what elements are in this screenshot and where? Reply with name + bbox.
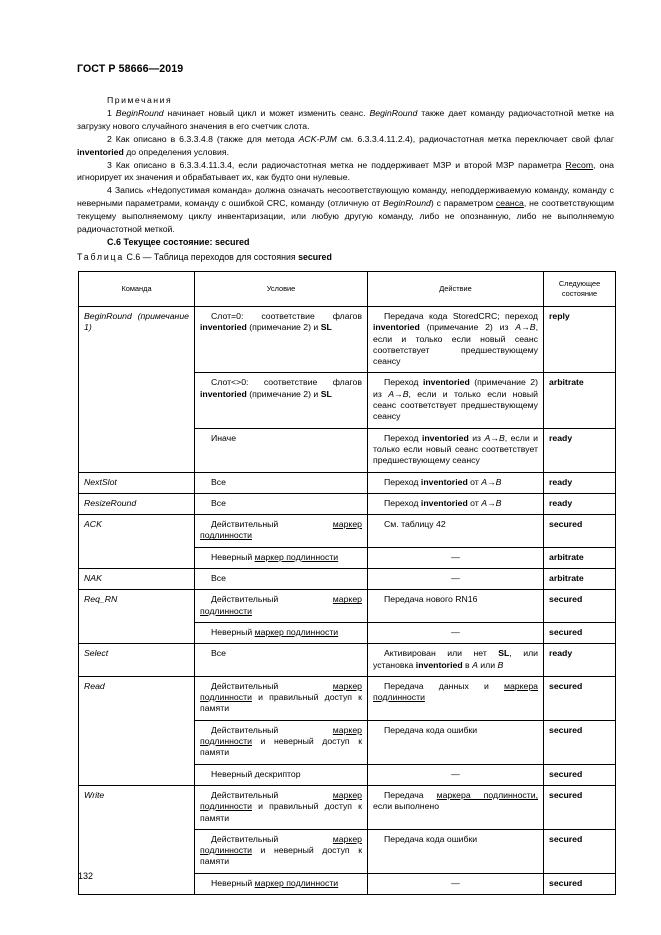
condition-cell: Все (195, 569, 368, 590)
page-number: 132 (78, 871, 94, 881)
action-cell: Активирован или нет SL, или установка inventoried в A или B (368, 644, 544, 677)
next-state-cell: arbitrate (544, 373, 616, 428)
action-cell: Передача кода ошибки (368, 829, 544, 873)
table-row (79, 307, 616, 373)
action-cell: Передача маркера подлинности, если выполнено (368, 785, 544, 829)
condition-cell: Слот=0: соответствие флагов inventoried (примечание 2) и SL (195, 307, 368, 373)
table-row (79, 785, 616, 829)
next-state-cell: secured (544, 873, 616, 894)
cmd-req-rn: Req_RN (79, 590, 195, 644)
next-state-cell: arbitrate (544, 547, 616, 568)
action-cell: Переход inventoried от A→B (368, 493, 544, 514)
condition-cell: Иначе (195, 428, 368, 472)
condition-cell: Действительный маркер подлинности (195, 590, 368, 623)
next-state-cell: secured (544, 676, 616, 720)
action-cell: — (368, 547, 544, 568)
table-caption: Таблица С.6 — Таблица переходов для состояния secured (77, 252, 332, 262)
cmd-read: Read (79, 676, 195, 785)
next-state-cell: secured (544, 622, 616, 643)
cmd-select: Select (79, 644, 195, 677)
table-row (79, 590, 616, 623)
action-cell: — (368, 569, 544, 590)
next-state-cell: secured (544, 590, 616, 623)
next-state-cell: secured (544, 785, 616, 829)
note-4: 4 Запись «Недопустимая команда» должна означать несоответствующую команду, неподдерживаемую команду, команду с неверными параметрами, команду с ошибкой CRC, команду (отличную от BeginRound) с параметром сеанса, не соответствующим текущему выполняемому циклу инвентаризации, или любую другую команду, либо не опознанную, либо не выполняемую радиочастотной меткой. (77, 185, 614, 235)
notes-block (77, 94, 614, 236)
next-state-cell: secured (544, 829, 616, 873)
condition-cell: Слот<>0: соответствие флагов inventoried (примечание 2) и SL (195, 373, 368, 428)
table-row (79, 472, 616, 493)
condition-cell: Все (195, 493, 368, 514)
next-state-cell: ready (544, 472, 616, 493)
document-header: ГОСТ Р 58666—2019 (77, 63, 184, 75)
table-row (79, 515, 616, 548)
table-row (79, 676, 616, 720)
transition-table (78, 271, 616, 895)
notes-title: Примечания (107, 95, 173, 105)
action-cell: Переход inventoried от A→B (368, 472, 544, 493)
cmd-beginround: BeginRound (примечание 1) (79, 307, 195, 473)
col-next-state: Следующее состояние (544, 272, 616, 307)
action-cell: Передача кода ошибки (368, 720, 544, 764)
condition-cell: Действительный маркер подлинности и правильный доступ к памяти (195, 785, 368, 829)
condition-cell: Неверный дескриптор (195, 764, 368, 785)
table-header-row (79, 272, 616, 307)
table-row (79, 493, 616, 514)
action-cell: — (368, 622, 544, 643)
action-cell: Передача кода StoredCRC; переход inventoried (примечание 2) из A→B, если и только если новый сеанс соответствует предшествующему сеансу (368, 307, 544, 373)
col-command: Команда (79, 272, 195, 307)
note-2: 2 Как описано в 6.3.3.4.8 (также для метода ACK-PJM см. 6.3.3.4.11.2.4), радиочастотная метка переключает свой флаг inventoried до определения условия. (77, 133, 614, 157)
next-state-cell: secured (544, 764, 616, 785)
condition-cell: Действительный маркер подлинности и правильный доступ к памяти (195, 676, 368, 720)
cmd-resizeround: ResizeRound (79, 493, 195, 514)
action-cell: — (368, 764, 544, 785)
table-row (79, 569, 616, 590)
condition-cell: Действительный маркер подлинности и неверный доступ к памяти (195, 720, 368, 764)
next-state-cell: arbitrate (544, 569, 616, 590)
action-cell: Переход inventoried (примечание 2) из A→B, если и только если новый сеанс соответствует предшествующему сеансу (368, 373, 544, 428)
action-cell: — (368, 873, 544, 894)
cmd-ack: ACK (79, 515, 195, 569)
note-1: 1 BeginRound начинает новый цикл и может изменить сеанс. BeginRound также дает команду радиочастотной метке на загрузку нового случайного значения в его счетчик слота. (77, 107, 615, 131)
next-state-cell: secured (544, 720, 616, 764)
next-state-cell: reply (544, 307, 616, 373)
col-condition: Условие (195, 272, 368, 307)
next-state-cell: ready (544, 644, 616, 677)
table-row (79, 644, 616, 677)
cmd-nak: NAK (79, 569, 195, 590)
action-cell: Передача нового RN16 (368, 590, 544, 623)
condition-cell: Неверный маркер подлинности (195, 547, 368, 568)
next-state-cell: ready (544, 493, 616, 514)
section-heading: С.6 Текущее состояние: secured (107, 237, 250, 247)
action-cell: Переход inventoried из A→B, если и только если новый сеанс соответствует предшествующему сеансу (368, 428, 544, 472)
action-cell: См. таблицу 42 (368, 515, 544, 548)
next-state-cell: secured (544, 515, 616, 548)
condition-cell: Действительный маркер подлинности и неверный доступ к памяти (195, 829, 368, 873)
condition-cell: Все (195, 472, 368, 493)
col-action: Действие (368, 272, 544, 307)
action-cell: Передача данных и маркера подлинности (368, 676, 544, 720)
cmd-nextslot: NextSlot (79, 472, 195, 493)
condition-cell: Неверный маркер подлинности (195, 622, 368, 643)
condition-cell: Действительный маркер подлинности (195, 515, 368, 548)
cmd-write: Write (79, 785, 195, 894)
next-state-cell: ready (544, 428, 616, 472)
condition-cell: Все (195, 644, 368, 677)
note-3: 3 Как описано в 6.3.3.4.11.3.4, если радиочастотная метка не поддерживает МЗР и второй МЗР параметра Recom, она игнорирует их значения и обрабатывает их, как будто они нулевые. (77, 159, 614, 183)
condition-cell: Неверный маркер подлинности (195, 873, 368, 894)
